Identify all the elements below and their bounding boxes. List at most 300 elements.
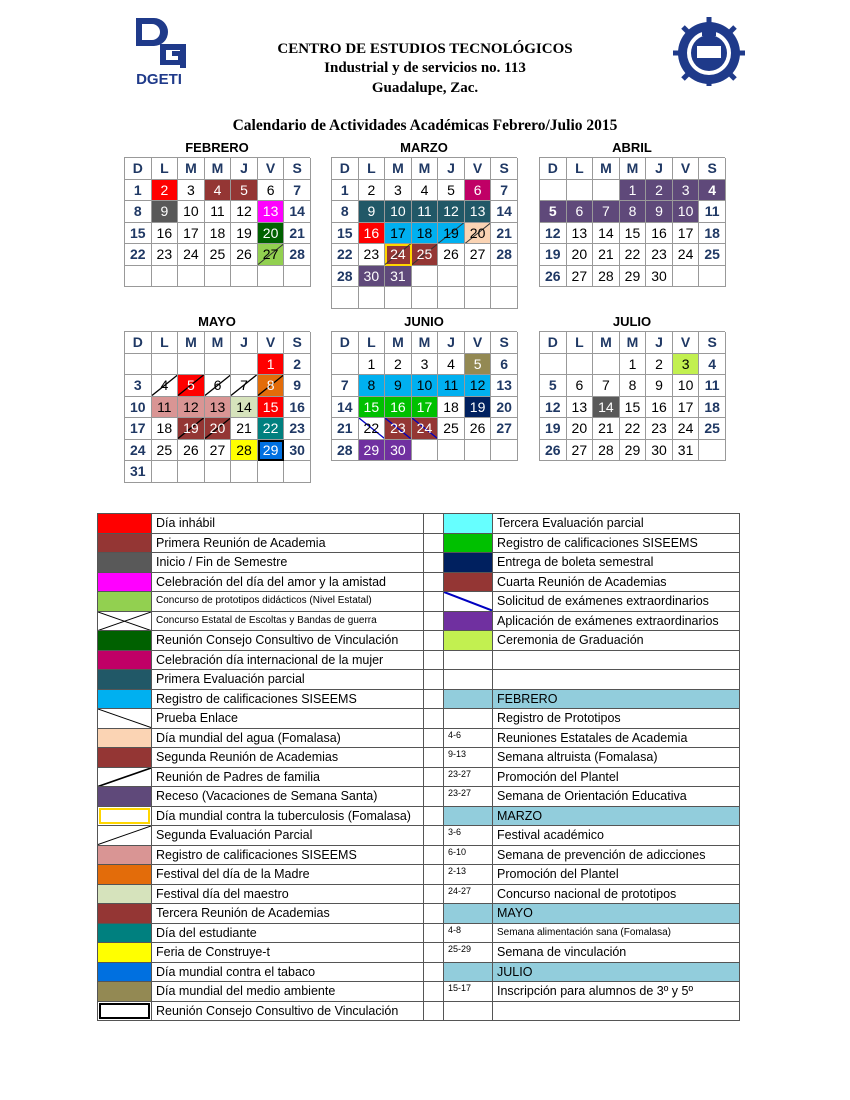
day-cell: 27 xyxy=(567,266,594,288)
month-name: MARZO xyxy=(400,140,448,155)
day-cell: 4 xyxy=(699,354,726,376)
legend-label: Celebración del día del amor y la amistad xyxy=(152,572,424,592)
legend-swatch xyxy=(98,923,152,943)
day-header: L xyxy=(152,158,179,180)
day-cell: 14 xyxy=(491,201,518,223)
legend-label: Ceremonia de Graduación xyxy=(493,631,740,651)
day-cell: 17 xyxy=(412,397,439,419)
month-grid xyxy=(539,331,725,461)
day-cell: 21 xyxy=(284,223,311,245)
legend-swatch xyxy=(444,533,493,553)
day-cell: 14 xyxy=(231,397,258,419)
day-cell: 19 xyxy=(178,418,205,440)
legend-swatch xyxy=(98,631,152,651)
day-cell: 19 xyxy=(231,223,258,245)
day-cell: 29 xyxy=(359,440,386,462)
legend-swatch xyxy=(444,572,493,592)
legend-label: Reunión Consejo Consultivo de Vinculación xyxy=(152,631,424,651)
day-cell: 16 xyxy=(359,223,386,245)
legend-row xyxy=(98,787,740,807)
day-cell: 15 xyxy=(620,223,647,245)
day-cell: 21 xyxy=(593,244,620,266)
day-cell: 17 xyxy=(178,223,205,245)
legend-row xyxy=(98,670,740,690)
day-header: V xyxy=(258,332,285,354)
legend-row xyxy=(98,865,740,885)
empty-cell xyxy=(231,266,258,288)
day-cell: 11 xyxy=(699,375,726,397)
legend-row xyxy=(98,923,740,943)
legend-row xyxy=(98,689,740,709)
day-cell: 20 xyxy=(258,223,285,245)
legend-date-range: 23-27 xyxy=(444,767,493,787)
empty-cell xyxy=(567,180,594,202)
day-cell: 11 xyxy=(412,201,439,223)
legend-section-pad xyxy=(444,962,493,982)
day-cell: 18 xyxy=(152,418,179,440)
day-cell: 10 xyxy=(412,375,439,397)
day-cell: 27 xyxy=(465,244,492,266)
legend-label: Día mundial contra el tabaco xyxy=(152,962,424,982)
legend-label: Segunda Evaluación Parcial xyxy=(152,826,424,846)
day-cell: 25 xyxy=(152,440,179,462)
day-header: D xyxy=(332,332,359,354)
day-cell: 22 xyxy=(258,418,285,440)
legend-label: Festival académico xyxy=(493,826,740,846)
legend-label: Primera Evaluación parcial xyxy=(152,670,424,690)
day-cell: 1 xyxy=(620,180,647,202)
day-cell: 19 xyxy=(438,223,465,245)
day-cell: 17 xyxy=(673,223,700,245)
legend-label: Registro de calificaciones SISEEMS xyxy=(493,533,740,553)
day-cell: 25 xyxy=(699,244,726,266)
legend-row xyxy=(98,631,740,651)
day-cell: 14 xyxy=(593,223,620,245)
empty-cell xyxy=(540,354,567,376)
legend-label: Inicio / Fin de Semestre xyxy=(152,553,424,573)
day-cell: 31 xyxy=(125,461,152,483)
empty-cell xyxy=(673,266,700,288)
day-cell: 9 xyxy=(152,201,179,223)
legend-label: Concurso nacional de prototipos xyxy=(493,884,740,904)
legend-swatch xyxy=(98,826,152,846)
legend-swatch xyxy=(98,904,152,924)
day-cell: 29 xyxy=(620,440,647,462)
day-cell: 13 xyxy=(205,397,232,419)
legend-gap xyxy=(424,904,444,924)
legend-section-pad xyxy=(444,806,493,826)
legend-label: Feria de Construye-t xyxy=(152,943,424,963)
legend-swatch xyxy=(444,514,493,534)
legend-swatch xyxy=(98,592,152,612)
calendar-title: Calendario de Actividades Académicas Febrero/Julio 2015 xyxy=(232,117,618,134)
legend-label: Segunda Reunión de Academias xyxy=(152,748,424,768)
legend-date-range: 4-6 xyxy=(444,728,493,748)
day-cell: 28 xyxy=(332,266,359,288)
legend-label xyxy=(493,650,740,670)
day-cell: 18 xyxy=(438,397,465,419)
month-grid xyxy=(539,157,725,287)
day-header: J xyxy=(646,158,673,180)
day-cell: 3 xyxy=(125,375,152,397)
day-cell: 9 xyxy=(359,201,386,223)
empty-cell xyxy=(178,461,205,483)
month-abril xyxy=(539,139,725,287)
empty-cell xyxy=(231,354,258,376)
legend-date-range: 4-8 xyxy=(444,923,493,943)
day-cell: 30 xyxy=(385,440,412,462)
legend-row xyxy=(98,982,740,1002)
month-grid xyxy=(331,157,517,309)
legend-label: Día mundial del medio ambiente xyxy=(152,982,424,1002)
day-header: L xyxy=(567,158,594,180)
empty-cell xyxy=(412,440,439,462)
empty-cell xyxy=(231,461,258,483)
day-header: D xyxy=(540,158,567,180)
legend-row xyxy=(98,1001,740,1021)
day-cell: 16 xyxy=(152,223,179,245)
day-header: M xyxy=(178,158,205,180)
day-cell: 25 xyxy=(699,418,726,440)
legend-label: Concurso de prototipos didácticos (Nivel Estatal) xyxy=(152,592,424,612)
legend-swatch xyxy=(444,553,493,573)
day-cell: 8 xyxy=(620,375,647,397)
day-header: J xyxy=(438,332,465,354)
legend-gap xyxy=(424,670,444,690)
month-julio xyxy=(539,313,725,461)
month-mayo xyxy=(124,313,310,483)
day-cell: 3 xyxy=(178,180,205,202)
day-cell: 30 xyxy=(359,266,386,288)
legend-row xyxy=(98,962,740,982)
school-subtitle: Industrial y de servicios no. 113 xyxy=(324,60,526,76)
day-cell: 25 xyxy=(205,244,232,266)
empty-cell xyxy=(540,180,567,202)
day-cell: 22 xyxy=(125,244,152,266)
legend-label: Inscripción para alumnos de 3º y 5º xyxy=(493,982,740,1002)
day-cell: 13 xyxy=(567,397,594,419)
day-cell: 6 xyxy=(465,180,492,202)
legend-label: Celebración día internacional de la mujer xyxy=(152,650,424,670)
empty-cell xyxy=(205,354,232,376)
day-header: M xyxy=(593,332,620,354)
empty-cell xyxy=(699,440,726,462)
day-cell: 12 xyxy=(540,223,567,245)
legend-gap xyxy=(424,787,444,807)
day-cell: 7 xyxy=(593,375,620,397)
legend-section-title: FEBRERO xyxy=(493,689,740,709)
day-cell: 23 xyxy=(646,244,673,266)
empty-cell xyxy=(491,266,518,288)
day-header: S xyxy=(284,158,311,180)
legend-row xyxy=(98,748,740,768)
day-cell: 14 xyxy=(332,397,359,419)
day-header: M xyxy=(593,158,620,180)
day-cell: 25 xyxy=(412,244,439,266)
day-cell: 6 xyxy=(258,180,285,202)
legend-label xyxy=(493,1001,740,1021)
day-header: D xyxy=(125,332,152,354)
empty-cell xyxy=(359,287,386,309)
day-cell: 23 xyxy=(284,418,311,440)
day-cell: 28 xyxy=(284,244,311,266)
empty-cell xyxy=(125,266,152,288)
month-name: ABRIL xyxy=(612,140,652,155)
legend-gap xyxy=(424,650,444,670)
day-cell: 18 xyxy=(412,223,439,245)
legend-swatch xyxy=(98,845,152,865)
legend-gap xyxy=(424,923,444,943)
legend-gap xyxy=(424,611,444,631)
legend-row xyxy=(98,845,740,865)
day-cell: 20 xyxy=(567,418,594,440)
day-cell: 12 xyxy=(231,201,258,223)
day-cell: 27 xyxy=(567,440,594,462)
day-cell: 2 xyxy=(646,180,673,202)
legend-swatch xyxy=(98,709,152,729)
day-cell: 24 xyxy=(125,440,152,462)
month-marzo xyxy=(331,139,517,309)
legend-gap xyxy=(424,592,444,612)
legend-row xyxy=(98,884,740,904)
legend-swatch xyxy=(98,689,152,709)
empty-cell xyxy=(332,354,359,376)
day-header: M xyxy=(620,158,647,180)
legend-date-range: 25-29 xyxy=(444,943,493,963)
day-cell: 27 xyxy=(205,440,232,462)
legend-row xyxy=(98,553,740,573)
legend-label: Prueba Enlace xyxy=(152,709,424,729)
legend-label: Registro de calificaciones SISEEMS xyxy=(152,845,424,865)
day-cell: 20 xyxy=(465,223,492,245)
day-header: M xyxy=(412,158,439,180)
legend-section-title: JULIO xyxy=(493,962,740,982)
month-name: FEBRERO xyxy=(185,140,249,155)
empty-cell xyxy=(465,440,492,462)
legend-swatch xyxy=(98,1001,152,1021)
month-name: JUNIO xyxy=(404,314,444,329)
day-cell: 1 xyxy=(332,180,359,202)
day-header: L xyxy=(152,332,179,354)
day-header: J xyxy=(231,158,258,180)
day-cell: 17 xyxy=(385,223,412,245)
day-cell: 16 xyxy=(646,397,673,419)
empty-cell xyxy=(178,354,205,376)
day-header: V xyxy=(465,158,492,180)
day-cell: 3 xyxy=(385,180,412,202)
legend-swatch xyxy=(98,728,152,748)
day-cell: 15 xyxy=(359,397,386,419)
day-cell: 26 xyxy=(438,244,465,266)
day-header: M xyxy=(205,158,232,180)
day-header: S xyxy=(284,332,311,354)
legend-swatch xyxy=(98,611,152,631)
legend-date-range xyxy=(444,1001,493,1021)
day-cell: 29 xyxy=(258,440,285,462)
day-cell: 28 xyxy=(593,266,620,288)
day-cell: 13 xyxy=(567,223,594,245)
day-header: D xyxy=(332,158,359,180)
empty-cell xyxy=(205,266,232,288)
legend-section-title: MARZO xyxy=(493,806,740,826)
day-cell: 24 xyxy=(178,244,205,266)
day-cell: 4 xyxy=(205,180,232,202)
day-cell: 4 xyxy=(699,180,726,202)
day-cell: 4 xyxy=(438,354,465,376)
legend-swatch xyxy=(444,631,493,651)
day-cell: 1 xyxy=(620,354,647,376)
day-cell: 2 xyxy=(646,354,673,376)
day-cell: 4 xyxy=(412,180,439,202)
legend-swatch xyxy=(98,806,152,826)
day-cell: 24 xyxy=(673,244,700,266)
day-cell: 16 xyxy=(284,397,311,419)
legend-gap xyxy=(424,943,444,963)
legend-date-range: 15-17 xyxy=(444,982,493,1002)
legend-date-range: 9-13 xyxy=(444,748,493,768)
day-cell: 8 xyxy=(125,201,152,223)
day-cell: 17 xyxy=(125,418,152,440)
legend-row xyxy=(98,650,740,670)
legend-gap xyxy=(424,553,444,573)
day-cell: 29 xyxy=(620,266,647,288)
day-header: V xyxy=(258,158,285,180)
legend-date-range: 2-13 xyxy=(444,865,493,885)
legend-swatch xyxy=(444,650,493,670)
day-cell: 28 xyxy=(491,244,518,266)
day-cell: 31 xyxy=(385,266,412,288)
empty-cell xyxy=(152,461,179,483)
day-cell: 7 xyxy=(284,180,311,202)
day-cell: 13 xyxy=(465,201,492,223)
empty-cell xyxy=(699,266,726,288)
legend-swatch xyxy=(98,982,152,1002)
day-header: M xyxy=(385,332,412,354)
legend-gap xyxy=(424,728,444,748)
legend-section-pad xyxy=(444,904,493,924)
day-cell: 25 xyxy=(438,418,465,440)
legend-row xyxy=(98,806,740,826)
day-cell: 5 xyxy=(178,375,205,397)
legend-row xyxy=(98,572,740,592)
school-location: Guadalupe, Zac. xyxy=(371,80,479,96)
day-header: J xyxy=(231,332,258,354)
month-febrero xyxy=(124,139,310,287)
legend-swatch xyxy=(98,962,152,982)
day-cell: 2 xyxy=(284,354,311,376)
legend-gap xyxy=(424,631,444,651)
legend-label: Festival día del maestro xyxy=(152,884,424,904)
day-cell: 28 xyxy=(231,440,258,462)
legend-date-range: 6-10 xyxy=(444,845,493,865)
legend-label: Semana alimentación sana (Fomalasa) xyxy=(493,923,740,943)
day-cell: 11 xyxy=(438,375,465,397)
legend-label xyxy=(493,670,740,690)
school-name: CENTRO DE ESTUDIOS TECNOLÓGICOS xyxy=(277,41,573,57)
legend-label: Reunión Consejo Consultivo de Vinculación xyxy=(152,1001,424,1021)
empty-cell xyxy=(438,266,465,288)
day-cell: 16 xyxy=(646,223,673,245)
day-cell: 5 xyxy=(231,180,258,202)
day-cell: 24 xyxy=(673,418,700,440)
legend-gap xyxy=(424,826,444,846)
day-cell: 15 xyxy=(258,397,285,419)
legend-label: Solicitud de exámenes extraordinarios xyxy=(493,592,740,612)
legend-label: Reunión de Padres de familia xyxy=(152,767,424,787)
legend-swatch xyxy=(444,592,493,612)
day-cell: 21 xyxy=(593,418,620,440)
day-cell: 2 xyxy=(152,180,179,202)
day-cell: 12 xyxy=(540,397,567,419)
day-header: S xyxy=(699,158,726,180)
legend-swatch xyxy=(98,748,152,768)
day-cell: 20 xyxy=(491,397,518,419)
day-cell: 5 xyxy=(540,201,567,223)
dgeti-logo-text: DGETI xyxy=(136,71,182,88)
empty-cell xyxy=(593,180,620,202)
empty-cell xyxy=(567,354,594,376)
day-header: J xyxy=(438,158,465,180)
day-cell: 1 xyxy=(359,354,386,376)
day-cell: 18 xyxy=(699,397,726,419)
legend-row xyxy=(98,592,740,612)
day-cell: 9 xyxy=(385,375,412,397)
legend-label: Promoción del Plantel xyxy=(493,767,740,787)
day-cell: 2 xyxy=(385,354,412,376)
day-cell: 11 xyxy=(205,201,232,223)
legend-label: Promoción del Plantel xyxy=(493,865,740,885)
legend-label: Registro de Prototipos xyxy=(493,709,740,729)
day-header: J xyxy=(646,332,673,354)
day-cell: 18 xyxy=(699,223,726,245)
empty-cell xyxy=(465,287,492,309)
day-cell: 21 xyxy=(332,418,359,440)
legend-label: Reuniones Estatales de Academia xyxy=(493,728,740,748)
legend-gap xyxy=(424,767,444,787)
day-cell: 31 xyxy=(673,440,700,462)
day-cell: 22 xyxy=(620,418,647,440)
legend-row xyxy=(98,533,740,553)
legend-gap xyxy=(424,709,444,729)
day-cell: 27 xyxy=(491,418,518,440)
empty-cell xyxy=(258,266,285,288)
empty-cell xyxy=(284,266,311,288)
day-cell: 21 xyxy=(491,223,518,245)
day-cell: 20 xyxy=(567,244,594,266)
day-cell: 9 xyxy=(646,375,673,397)
day-cell: 11 xyxy=(152,397,179,419)
day-header: V xyxy=(673,332,700,354)
legend-date-range: 23-27 xyxy=(444,787,493,807)
day-header: S xyxy=(491,332,518,354)
legend-label: Semana de prevención de adicciones xyxy=(493,845,740,865)
day-cell: 19 xyxy=(540,244,567,266)
day-cell: 10 xyxy=(178,201,205,223)
legend-row xyxy=(98,709,740,729)
day-cell: 23 xyxy=(359,244,386,266)
legend-gap xyxy=(424,689,444,709)
legend-label: Entrega de boleta semestral xyxy=(493,553,740,573)
day-header: L xyxy=(567,332,594,354)
legend-date-range: 24-27 xyxy=(444,884,493,904)
day-cell: 11 xyxy=(699,201,726,223)
day-cell: 6 xyxy=(567,201,594,223)
legend-swatch xyxy=(444,611,493,631)
day-cell: 16 xyxy=(385,397,412,419)
empty-cell xyxy=(125,354,152,376)
day-cell: 13 xyxy=(491,375,518,397)
day-cell: 19 xyxy=(465,397,492,419)
